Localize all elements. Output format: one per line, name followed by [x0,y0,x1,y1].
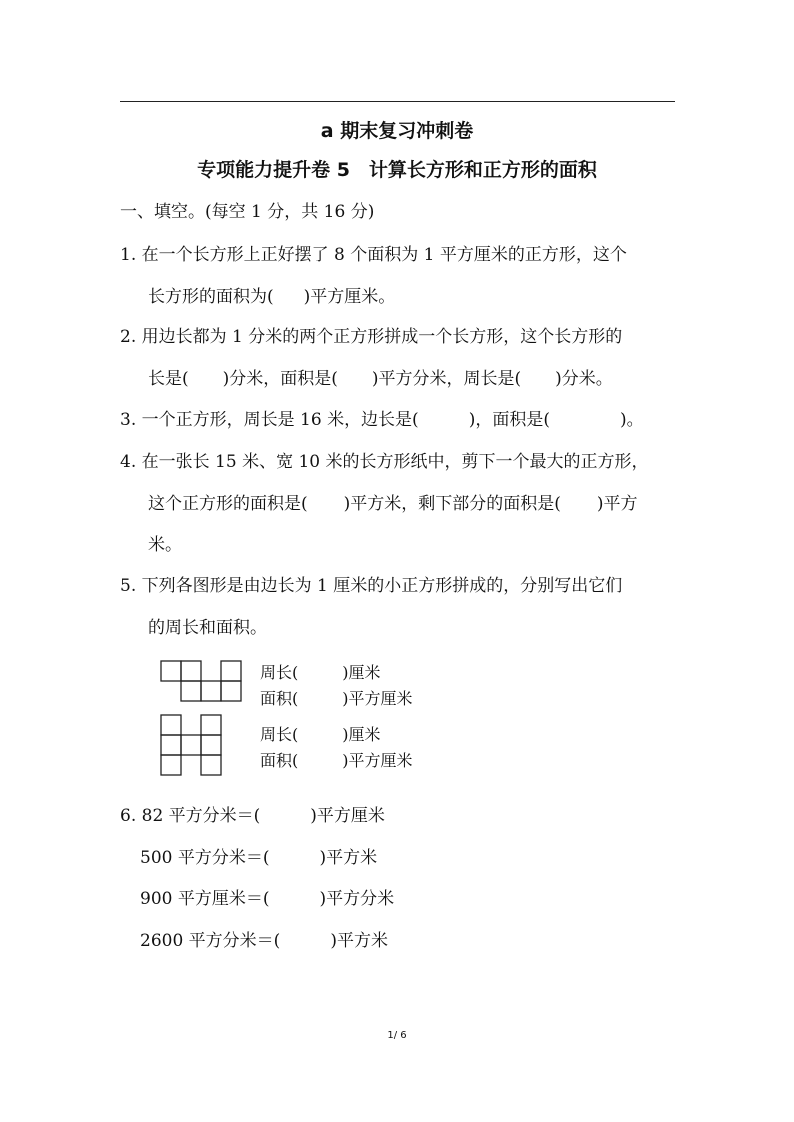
question-1-line-2 [148,282,395,307]
q3-text-c: )。 [619,410,644,430]
question-4-line-3: 米。 [148,535,182,555]
question-6-row-3 [140,884,394,909]
header-rule [120,101,675,102]
question-2-line-1: 2. 用边长都为 1 分米的两个正方形拼成一个长方形，这个长方形的 [120,327,623,347]
q6-r2-text: 500 平方分米＝( [140,848,270,868]
figure-2-area [260,748,413,771]
question-4-line-2 [148,489,638,514]
q4-text-c: )平方 [596,494,638,514]
question-2-line-2 [148,364,613,389]
q3-text-b: )，面积是( [468,410,550,430]
section-heading: 一、填空。(每空 1 分，共 16 分) [120,202,375,222]
q2-text-b: )分米，面积是( [222,369,338,389]
question-5-line-2: 的周长和面积。 [148,618,267,638]
q1-text-a: 长方形的面积为( [148,287,274,307]
fig1-area-label: 面积( [260,689,299,708]
fig2-area-label: 面积( [260,751,299,770]
question-4-line-1: 4. 在一张长 15 米、宽 10 米的长方形纸中，剪下一个最大的正方形， [120,452,649,472]
question-6-row-2 [140,843,377,868]
fig2-area-unit: )平方厘米 [342,751,413,770]
page-number: 1/ 6 [387,1030,407,1041]
question-5-line-1: 5. 下列各图形是由边长为 1 厘米的小正方形拼成的，分别写出它们 [120,576,623,596]
q3-text-a: 3. 一个正方形，周长是 16 米，边长是( [120,410,419,430]
page-subtitle: 专项能力提升卷 5 计算长方形和正方形的面积 [197,159,597,181]
q6-r2-unit: )平方米 [319,848,378,868]
figure-2-grid [160,714,224,776]
figure-1-area [260,686,413,709]
fig2-perim-unit: )厘米 [342,725,381,744]
fig1-perim-label: 周长( [260,663,299,682]
q6-r1-unit: )平方厘米 [310,806,385,826]
page-title: a 期末复习冲刺卷 [320,120,474,142]
fig2-perim-label: 周长( [260,725,299,744]
q2-text-a: 长是( [148,369,189,389]
question-1-line-1: 1. 在一个长方形上正好摆了 8 个面积为 1 平方厘米的正方形，这个 [120,245,627,265]
q6-r3-unit: )平方分米 [319,889,395,909]
q2-text-c: )平方分米，周长是( [371,369,522,389]
question-6-row-4 [140,926,388,951]
q6-r4-text: 2600 平方分米＝( [140,931,281,951]
question-6-row-1 [120,801,385,826]
figure-2-perimeter [260,722,381,745]
q2-text-d: )分米。 [555,369,613,389]
q6-r1-text: 6. 82 平方分米＝( [120,806,261,826]
fig1-perim-unit: )厘米 [342,663,381,682]
figure-1-perimeter [260,660,381,683]
q4-text-b: )平方米，剩下部分的面积是( [343,494,561,514]
q6-r4-unit: )平方米 [330,931,388,951]
q6-r3-text: 900 平方厘米＝( [140,889,270,909]
question-3 [120,405,644,430]
fig1-area-unit: )平方厘米 [342,689,413,708]
q1-text-b: )平方厘米。 [303,287,396,307]
q4-text-a: 这个正方形的面积是( [148,494,308,514]
figure-1-grid [160,660,242,704]
